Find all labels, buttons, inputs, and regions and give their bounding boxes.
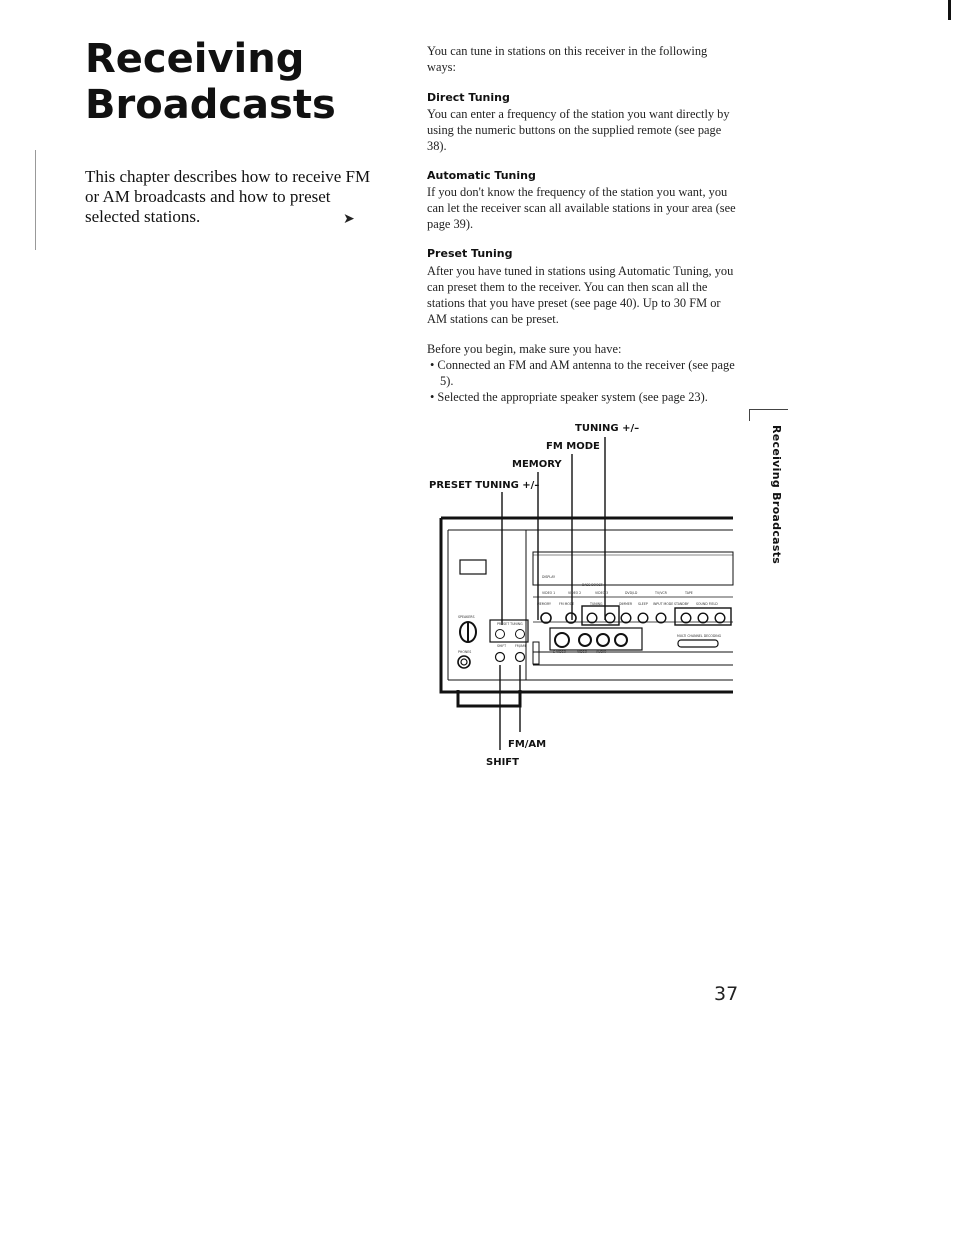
audio-r-jack-icon [615, 634, 627, 646]
panel-bass-boost-label: BASS BOOST [582, 583, 603, 587]
label-memory: MEMORY [512, 459, 562, 470]
panel-tv-vcr-label: TV/VCR [655, 591, 667, 595]
lead-paragraph: You can tune in stations on this receiver in the following ways: [427, 44, 708, 74]
dimmer-button-icon [621, 613, 631, 623]
label-fm-am: FM/AM [508, 739, 547, 750]
fm-am-button-icon [516, 653, 525, 662]
section-body-automatic-tuning: If you don't know the frequency of the station you want, you can let the receiver scan all available stations in your area (see page 39). [427, 185, 736, 231]
panel-dimmer-label: DIMMER [619, 602, 633, 606]
panel-input-mode-label: INPUT MODE [653, 602, 674, 606]
label-preset-tuning: PRESET TUNING +/– [429, 480, 540, 491]
panel-video-label: VIDEO [577, 650, 588, 654]
section-heading-automatic-tuning: Automatic Tuning [427, 169, 536, 182]
panel-fm-mode-label: FM MODE [559, 602, 575, 606]
arrow-icon: ➤ [343, 211, 355, 227]
sleep-button-icon [638, 613, 648, 623]
bullet-item: • Selected the appropriate speaker system (see page 23). [430, 390, 708, 404]
before-you-begin: Before you begin, make sure you have: [427, 342, 622, 356]
panel-preset-tuning-label: PRESET TUNING [497, 622, 523, 626]
title-line-2: Broadcasts [85, 82, 336, 128]
section-heading-preset-tuning: Preset Tuning [427, 247, 513, 260]
label-shift: SHIFT [486, 757, 519, 768]
panel-multi-channel-label: MULTI CHANNEL DECODING [677, 634, 722, 638]
side-tab-marker [749, 409, 788, 421]
panel-s-video-label: S VIDEO [553, 650, 567, 654]
video-jack-icon [579, 634, 591, 646]
input-mode-button-icon [656, 613, 666, 623]
panel-phones-label: PHONES [458, 650, 472, 654]
panel-speakers-label: SPEAKERS [458, 615, 475, 619]
panel-tape-label: TAPE [685, 591, 693, 595]
panel-display-label: DISPLAY [542, 575, 556, 579]
side-tab-label: Receiving Broadcasts [770, 425, 783, 565]
margin-rule [35, 150, 36, 250]
panel-video3-label: VIDEO 3 [595, 591, 609, 595]
receiver-chassis [441, 518, 733, 706]
chapter-intro: This chapter describes how to receive FM or AM broadcasts and how to preset selected stations. [85, 167, 371, 226]
panel-memory-label: MEMORY [537, 602, 551, 606]
shift-button-icon [496, 653, 505, 662]
receiver-front-panel-diagram [420, 410, 740, 775]
label-fm-mode: FM MODE [546, 441, 600, 452]
panel-video2-label: VIDEO 2 [568, 591, 582, 595]
panel-video1-label: VIDEO 1 [542, 591, 556, 595]
section-heading-direct-tuning: Direct Tuning [427, 91, 510, 104]
tuning-plus-button-icon [605, 613, 615, 623]
edge-mark [948, 0, 951, 20]
page-title [85, 36, 415, 128]
panel-fm-am-label: FM/AM [515, 644, 526, 648]
phones-jack-icon [458, 656, 470, 668]
page-number: 37 [714, 983, 739, 1005]
s-video-jack-icon [555, 633, 569, 647]
tuning-minus-button-icon [587, 613, 597, 623]
bullet-item: • Connected an FM and AM antenna to the receiver (see page 5). [430, 358, 735, 388]
panel-standby-label: STANDBY [674, 602, 689, 606]
panel-shift-label: SHIFT [497, 644, 507, 648]
panel-audio-label: AUDIO [596, 650, 607, 654]
audio-l-jack-icon [597, 634, 609, 646]
memory-button-icon [541, 613, 551, 623]
fm-mode-button-icon [566, 613, 576, 623]
panel-sleep-label: SLEEP [638, 602, 648, 606]
panel-tuning-label: TUNING [590, 602, 603, 606]
panel-dvd-label: DVD/LD [625, 591, 638, 595]
title-line-1: Receiving [85, 36, 305, 82]
label-tuning: TUNING +/– [575, 423, 640, 434]
panel-sound-field-label: SOUND FIELD [696, 602, 718, 606]
section-body-direct-tuning: You can enter a frequency of the station you want directly by using the numeric buttons on the supplied remote (see page 38). [427, 107, 730, 153]
section-body-preset-tuning: After you have tuned in stations using Automatic Tuning, you can preset them to the receiver. You can then scan all the stations that you have preset (see page 40). Up to 30 FM or AM stations can be preset. [427, 264, 734, 326]
